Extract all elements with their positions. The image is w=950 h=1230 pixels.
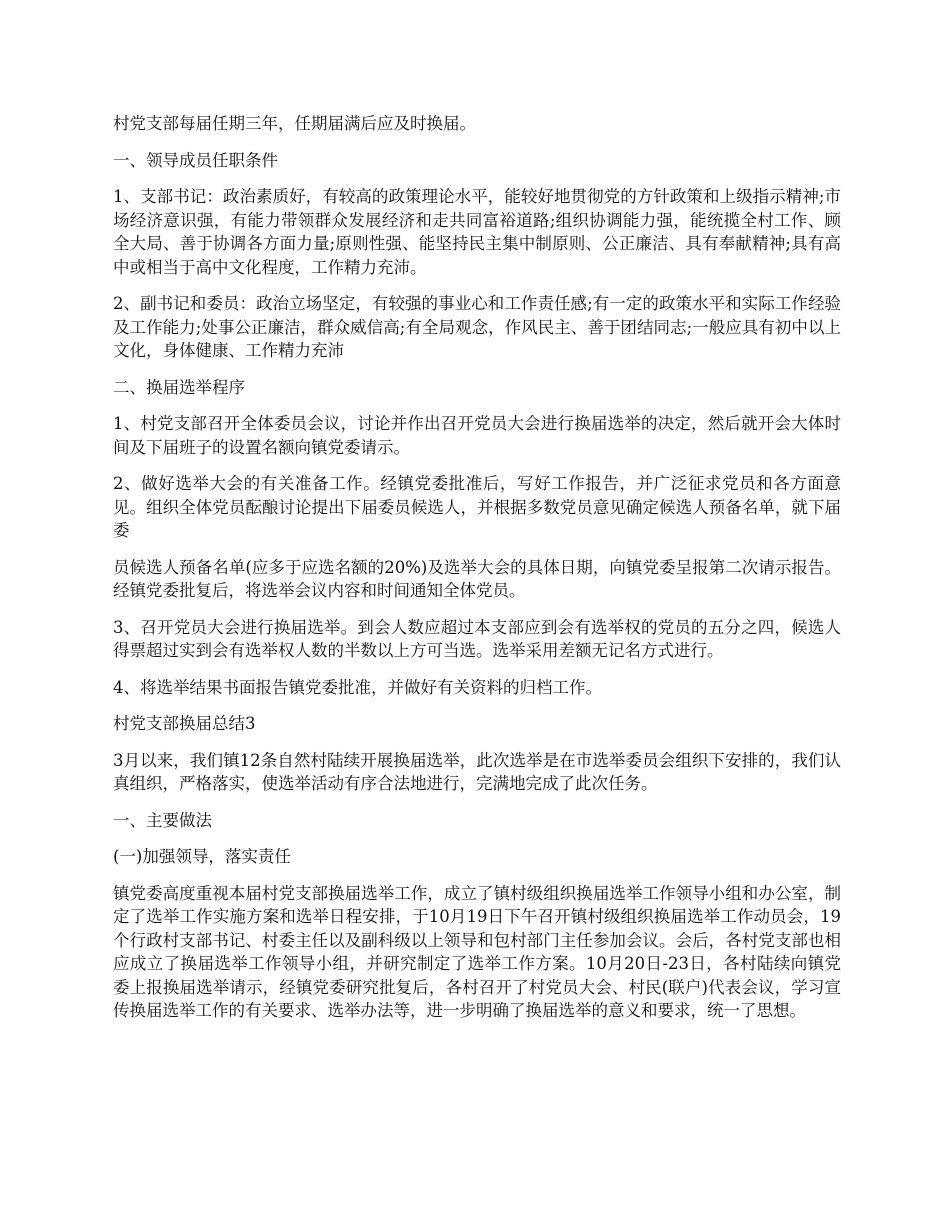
section-heading-qualifications: 一、领导成员任职条件: [113, 150, 278, 170]
procedure-step-2-continued-paragraph: 员候选人预备名单(应多于应选名额的20%)及选举大会的具体日期，向镇党委呈报第二次请示报告。经镇党委批复后，将选举会议内容和时间通知全体党员。: [113, 557, 841, 600]
procedure-step-1-paragraph: 1、村党支部召开全体委员会议，讨论并作出召开党员大会进行换届选举的决定，然后就开会大体时间及下届班子的设置名额向镇党委请示。: [113, 414, 841, 457]
procedure-step-2-paragraph: 2、做好选举大会的有关准备工作。经镇党委批准后，写好工作报告，并广泛征求党员和各方面意见。组织全体党员酝酿讨论提出下届委员候选人，并根据多数党员意见确定候选人预备名单，就下届委: [113, 474, 841, 540]
summary-3-title: 村党支部换届总结3: [113, 714, 256, 733]
subheading-leadership: (一)加强领导，落实责任: [113, 847, 291, 866]
procedure-step-3-paragraph: 3、召开党员大会进行换届选举。到会人数应超过本支部应到会有选举权的党员的五分之四，候选人得票超过实到会有选举权人数的半数以上方可当选。选举采用差额无记名方式进行。: [113, 617, 841, 660]
section-heading-main-practices: 一、主要做法: [113, 810, 212, 830]
term-intro-paragraph: 村党支部每届任期三年，任期届满后应及时换届。: [113, 114, 476, 133]
deputy-qualifications-paragraph: 2、副书记和委员：政治立场坚定，有较强的事业心和工作责任感;有一定的政策水平和实际工作经验及工作能力;处事公正廉洁，群众威信高;有全局观念，作风民主、善于团结同志;一般应具有初中以上文化，身体健康、工作精力充沛: [113, 294, 841, 360]
secretary-qualifications-paragraph: 1、支部书记：政治素质好，有较高的政策理论水平，能较好地贯彻党的方针政策和上级指示精神;市场经济意识强，有能力带领群众发展经济和走共同富裕道路;组织协调能力强，能统揽全村工作、顾全大局、善于协调各方面力量;原则性强、能坚持民主集中制原则、公正廉洁、具有奉献精神;具有高中或相当于高中文化程度，工作精力充沛。: [113, 187, 841, 277]
procedure-step-4-paragraph: 4、将选举结果书面报告镇党委批准，并做好有关资料的归档工作。: [113, 677, 602, 697]
document-body: [113, 112, 841, 1036]
section-heading-procedure: 二、换届选举程序: [113, 377, 245, 397]
summary-intro-paragraph: 3月以来，我们镇12条自然村陆续开展换届选举，此次选举是在市选举委员会组织下安排的，我们认真组织，严格落实，使选举活动有序合法地进行，完满地完成了此次任务。: [113, 750, 841, 793]
leadership-details-paragraph: 镇党委高度重视本届村党支部换届选举工作，成立了镇村级组织换届选举工作领导小组和办公室，制定了选举工作实施方案和选举日程安排，于10月19日下午召开镇村级组织换届选举工作动员会，19个行政村支部书记、村委主任以及副科级以上领导和包村部门主任参加会议。会后，各村党支部也相应成立了换届选举工作领导小组，并研究制定了选举工作方案。10月20日-23日，各村陆续向镇党委上报换届选举请示，经镇党委研究批复后，各村召开了村党员大会、村民(联户)代表会议，学习宣传换届选举工作的有关要求、选举办法等，进一步明确了换届选举的意义和要求，统一了思想。: [113, 883, 841, 1020]
